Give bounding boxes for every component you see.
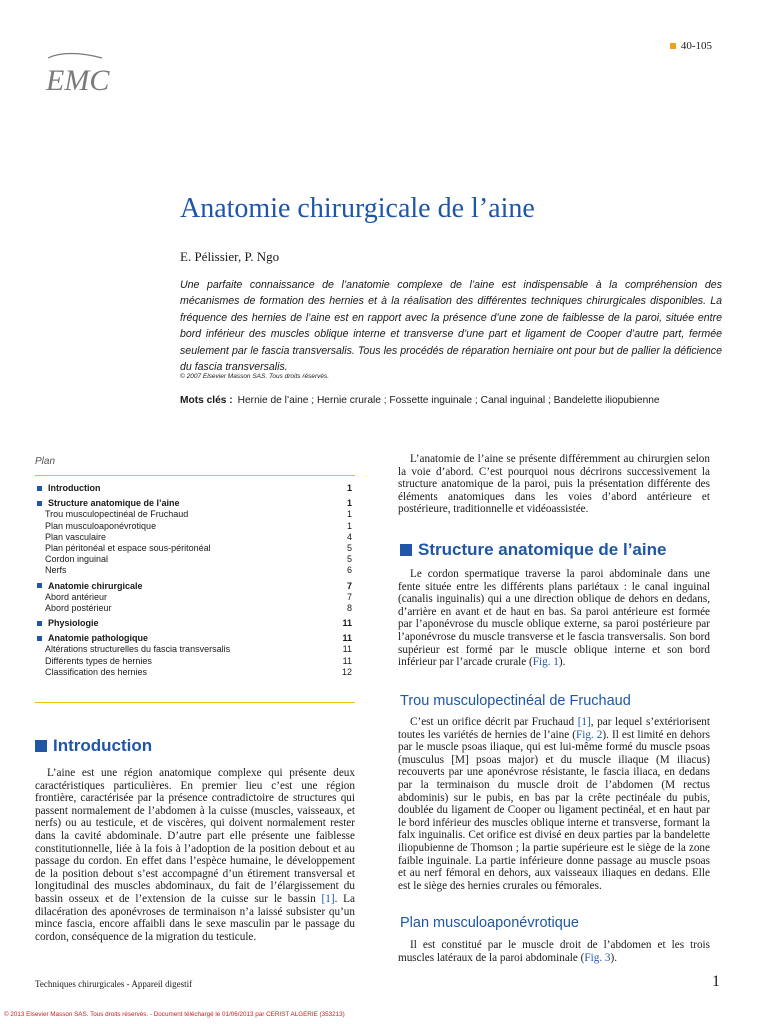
- plan-section-page: 1: [346, 483, 352, 493]
- figure-link[interactable]: Fig. 3: [584, 951, 611, 964]
- figure-link[interactable]: Fig. 2: [576, 728, 603, 741]
- plan-subsection-item[interactable]: [35, 603, 355, 614]
- plan-subsection-label: Abord postérieur: [45, 602, 112, 613]
- article-code: [670, 40, 712, 52]
- structure-text: Le cordon spermatique traverse la paroi abdominale dans une fente située entre les différents plans pariétaux : le canal inguinal (canalis inguinalis) qui a une direction oblique de dehors en dedans, d’arrière en avant et de haut en bas. Sa paroi antérieure est formée par l’aponévrose du muscle oblique externe, sa paroi postérieure par l’aponévrose du muscle transverse et le fascia transversalis. Son bord supérieur est formé par le muscle oblique interne et son bord inférieur par l’arcade crurale (Fig. 1).: [398, 568, 710, 669]
- plan-section-item[interactable]: [35, 498, 355, 509]
- plan-subsection-page: 5: [346, 554, 352, 565]
- keywords: [180, 395, 660, 406]
- plan-musculo-heading: Plan musculoaponévrotique: [400, 915, 579, 931]
- legal-notice: © 2013 Elsevier Masson SAS. Tous droits réservés. - Document téléchargé le 01/06/2013 par CERIST ALGERIE (353213): [4, 1011, 345, 1018]
- plan-subsection-page: 11: [342, 655, 352, 666]
- plan-section-item[interactable]: [35, 618, 355, 629]
- plan-section-page: 7: [346, 580, 352, 591]
- plan-subsection-label: Plan musculoaponévrotique: [45, 520, 157, 531]
- plan-subsection-item[interactable]: [35, 532, 355, 543]
- plan-bottom-rule: [35, 702, 355, 703]
- heading-square-icon: [400, 544, 412, 556]
- article-authors: E. Pélissier, P. Ngo: [180, 249, 280, 264]
- plan-subsection-label: Abord antérieur: [45, 591, 108, 602]
- plan-section-label: Introduction: [35, 483, 101, 494]
- copyright-notice: © 2007 Elsevier Masson SAS. Tous droits réservés.: [180, 373, 330, 380]
- keywords-label: Mots clés :: [180, 395, 233, 406]
- heading-square-icon: [35, 740, 47, 752]
- emc-logo: [40, 48, 110, 104]
- plan-section-page: 11: [342, 618, 352, 629]
- plan-subsection-item[interactable]: [35, 521, 355, 532]
- article-code-text: 40-105: [680, 40, 712, 52]
- plan-subsection-label: Cordon inguinal: [45, 554, 109, 565]
- plan-subsection-page: 7: [346, 591, 352, 602]
- citation-link[interactable]: [1]: [577, 716, 591, 728]
- trou-text: C’est un orifice décrit par Fruchaud [1], par lequel s’extériorisent toutes les variétés de hernies de l’aine (Fig. 2). Il est limité en dehors par le muscle psoas iliaque, qui est lui-même formé du muscle psoas (musculus [M] psoas major) et du muscle iliaque (M iliacus) recouverts par une aponévrose résistante, le fascia iliaca, en dedans par la terminaison du muscle droit de l’abdomen (M rectus abdominis) sur le pubis, en bas par la crête pectinéale du pubis, doublée du ligament de Cooper ou ligament pectinéal, et en haut par le bord inférieur des muscles oblique interne et transverse, formant la falx inguinalis. Cet orifice est divisé en deux parties par la bandelette iliopubienne de Thomson ; la partie supérieure est le siège de la zone faible inguinale. La partie inférieure donne passage au muscle psoas et au nerf fémoral en dehors, aux vaisseaux iliaques en dedans. Elle est le siège des hernies crurales ou fémorales.: [398, 716, 710, 892]
- plan-subsection-label: Plan péritonéal et espace sous-péritonéal: [45, 542, 211, 553]
- plan-heading: Plan: [35, 456, 56, 467]
- code-marker-icon: [670, 43, 676, 49]
- plan-subsection-label: Classification des hernies: [45, 666, 148, 677]
- plan-subsection-item[interactable]: [35, 565, 355, 576]
- plan-subsection-item[interactable]: [35, 592, 355, 603]
- plan-section-item[interactable]: [35, 633, 355, 644]
- plan-section-page: 11: [342, 633, 352, 644]
- plan-musculo-text: Il est constitué par le muscle droit de l’abdomen et les trois muscles latéraux de la paroi abdominale (Fig. 3).: [398, 939, 710, 964]
- plan-list: [35, 483, 355, 678]
- plan-subsection-item[interactable]: [35, 667, 355, 678]
- plan-subsection-page: 8: [346, 602, 352, 613]
- plan-section-label: Physiologie: [35, 618, 99, 629]
- plan-subsection-page: 12: [341, 666, 352, 677]
- plan-subsection-page: 4: [346, 531, 352, 542]
- plan-subsection-page: 6: [346, 565, 352, 576]
- plan-top-rule: [35, 475, 355, 476]
- plan-section-label: Anatomie chirurgicale: [35, 581, 143, 592]
- plan-subsection-item[interactable]: [35, 656, 355, 667]
- plan-subsection-item[interactable]: [35, 554, 355, 565]
- plan-subsection-page: 5: [346, 542, 352, 553]
- introduction-heading: Introduction: [35, 736, 152, 756]
- page-number: 1: [712, 973, 720, 990]
- right-intro-text: L’anatomie de l’aine se présente différemment au chirurgien selon la voie d’abord. C’est pourquoi nous décrirons successivement la structure anatomique de la paroi, puis la présentation différente des éléments anatomiques dans les voies d’abord antérieure et postérieure, traditionnelle et vidéoassistée.: [398, 453, 710, 516]
- plan-subsection-page: 1: [346, 520, 352, 531]
- plan-section-label: Anatomie pathologique: [35, 633, 148, 644]
- plan-subsection-page: 1: [346, 509, 352, 520]
- citation-link[interactable]: [1]: [321, 892, 335, 905]
- keywords-list: Hernie de l’aine ; Hernie crurale ; Fossette inguinale ; Canal inguinal ; Bandelette iliopubienne: [237, 395, 660, 406]
- plan-subsection-label: Différents types de hernies: [45, 655, 152, 666]
- plan-subsection-label: Plan vasculaire: [45, 531, 107, 542]
- plan-section-item[interactable]: [35, 483, 355, 494]
- plan-subsection-label: Trou musculopectinéal de Fruchaud: [45, 509, 189, 520]
- plan-subsection-item[interactable]: [35, 543, 355, 554]
- figure-link[interactable]: Fig. 1: [532, 656, 559, 669]
- plan-subsection-label: Altérations structurelles du fascia transversalis: [45, 644, 231, 655]
- plan-subsection-page: 11: [342, 644, 352, 655]
- logo-text: EMC: [46, 64, 110, 97]
- plan-section-label: Structure anatomique de l’aine: [35, 498, 180, 509]
- journal-name: Techniques chirurgicales - Appareil digestif: [35, 979, 193, 989]
- introduction-text: L’aine est une région anatomique complexe qui présente deux caractéristiques particulières. En premier lieu c’est une région frontière, caractérisée par la présence contradictoire de structures qui passent normalement de l’abdomen à la cuisse (muscles, vaisseaux, et nerfs) ou au testicule, et de viscères, qui doivent normalement rester dans la cavité abdominale. D’autre part elle présente une faiblesse constitutionnelle, liée à la fois à l’adoption de la position debout et au passage du cordon. En effet dans l’espèce humaine, le développement de la position debout s’est accompagné d’un étirement transversal et longitudinal des muscles abdominaux, du fait de l’élargissement du bassin osseux et de l’extension de la cuisse sur le bassin [1]. La dilacération des aponévroses de terminaison n’a laissé subsister qu’un mince fascia, encore affaibli dans le sexe masculin par le passage du cordon, conséquence de la migration du testicule.: [35, 767, 355, 943]
- plan-section-page: 1: [346, 498, 352, 509]
- plan-subsection-item[interactable]: [35, 644, 355, 655]
- plan-subsection-label: Nerfs: [45, 565, 67, 576]
- article-title: Anatomie chirurgicale de l’aine: [180, 193, 535, 224]
- trou-heading: Trou musculopectinéal de Fruchaud: [400, 693, 631, 709]
- article-abstract: Une parfaite connaissance de l’anatomie complexe de l’aine est indispensable à la compréhension des mécanismes de formation des hernies et à la réalisation des différentes techniques chirurgicales disponibles. La fréquence des hernies de l’aine est en rapport avec la présence d’une zone de faiblesse de la paroi, située entre bord inférieur des muscles oblique interne et transverse d’une part et ligament de Cooper d’autre part, fermée seulement par le fascia transversalis. Tous les procédés de réparation herniaire ont pour but de pallier la déficience du fascia transversalis.: [180, 279, 722, 374]
- plan-section-item[interactable]: [35, 581, 355, 592]
- plan-subsection-item[interactable]: [35, 509, 355, 520]
- structure-heading: Structure anatomique de l’aine: [400, 540, 666, 560]
